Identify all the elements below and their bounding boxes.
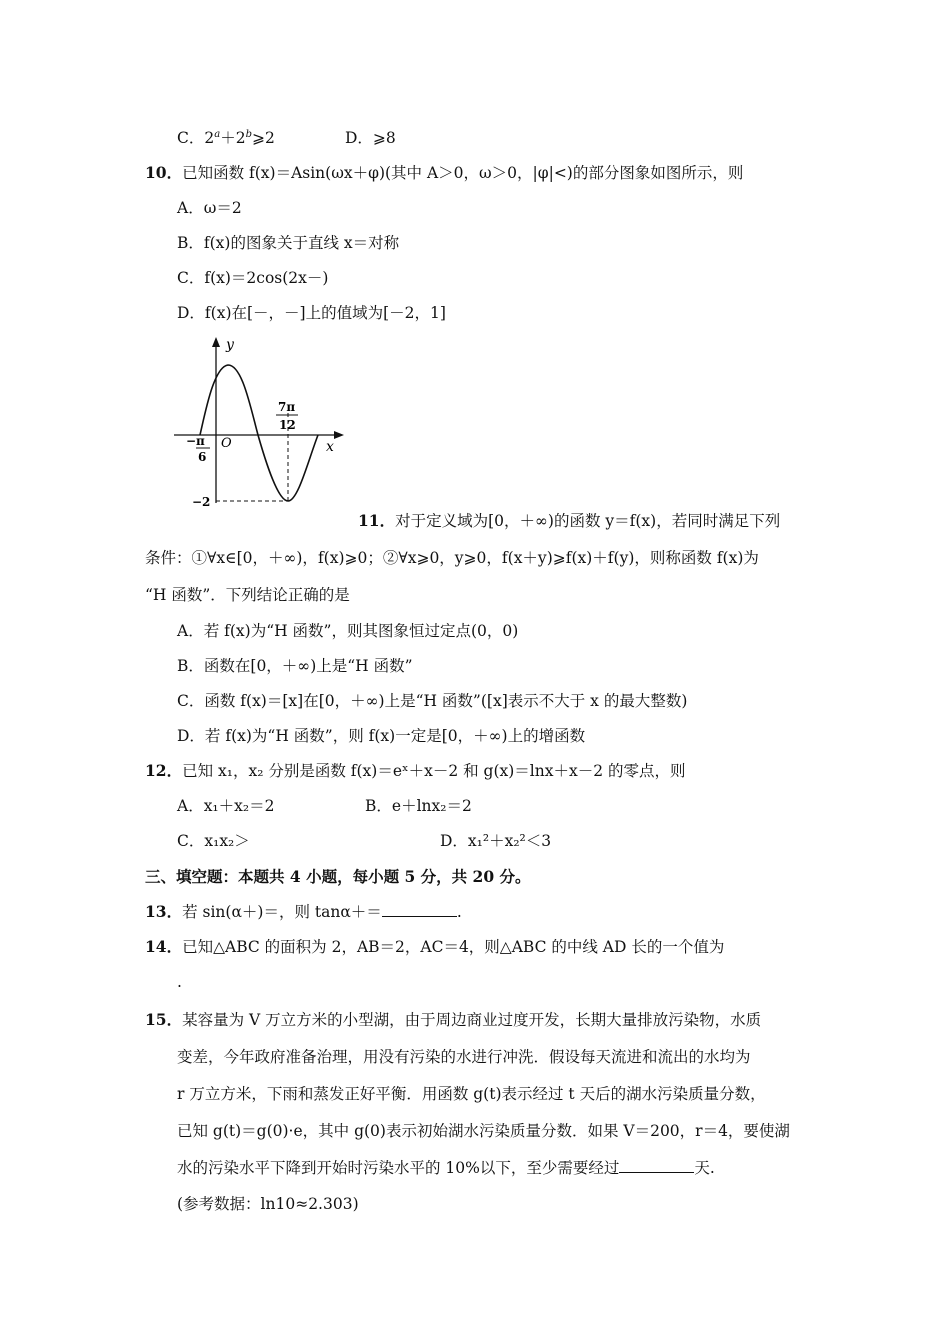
q10-option-a: A．ω＝2 <box>177 199 242 217</box>
min-value-label: −2 <box>192 495 211 509</box>
q10-option-d: D．f(x)在[－，－]上的值域为[－2，1] <box>177 304 446 322</box>
q11-option-b: B．函数在[0，＋∞)上是“H 函数” <box>177 657 413 675</box>
q15-line2: 变差，今年政府准备治理，用没有污染的水进行冲洗．假设每天流进和流出的水均为 <box>177 1048 751 1066</box>
q10-option-b: B．f(x)的图象关于直线 x＝对称 <box>177 234 400 252</box>
q10-option-c: C．f(x)＝2cos(2x－) <box>177 269 329 287</box>
q11-option-c: C．函数 f(x)＝[x]在[0，＋∞)上是“H 函数”([x]表示不大于 x 的最大整数) <box>177 692 688 710</box>
q10-stem: 10．已知函数 f(x)＝Asin(ωx＋φ)(其中 A＞0，ω＞0，|φ|<)的部分图象如图所示，则 <box>145 163 744 182</box>
q13-answer-blank[interactable] <box>382 902 457 917</box>
section-3-heading: 三、填空题：本题共 4 小题，每小题 5 分，共 20 分。 <box>145 867 531 886</box>
seven-pi-numerator: 7π <box>278 400 296 414</box>
sine-graph-figure <box>170 333 350 513</box>
q15-line3: r 万立方米，下雨和蒸发正好平衡．用函数 g(t)表示经过 t 天后的湖水污染质量分数， <box>177 1085 766 1103</box>
q13: 13．若 sin(α＋)＝，则 tanα＋＝ . <box>145 902 462 921</box>
q15-reference-data: (参考数据：ln10≈2.303) <box>177 1195 359 1213</box>
q9-option-d: D．⩾8 <box>345 129 396 147</box>
x-axis-label: x <box>326 439 334 455</box>
q15-answer-blank[interactable] <box>619 1158 694 1173</box>
q9-option-c: C．$2^a+2^b⩾2$ <box>177 128 275 147</box>
sine-curve <box>200 365 318 501</box>
x-axis-arrow <box>334 431 344 439</box>
q12-option-c: C．x₁x₂＞ <box>177 832 250 850</box>
q12-option-b: B．e＋lnx₂＝2 <box>365 797 472 815</box>
q11-stem-line2: 条件：①∀x∈[0，＋∞)，f(x)⩾0；②∀x⩾0，y⩾0，f(x＋y)⩾f(x)＋f(y)，则称函数 f(x)为 <box>145 549 759 567</box>
q11-option-d: D．若 f(x)为“H 函数”，则 f(x)一定是[0，＋∞)上的增函数 <box>177 727 586 745</box>
q14-continuation: . <box>177 973 182 991</box>
q11-stem-line3: “H 函数”．下列结论正确的是 <box>145 586 350 604</box>
q14: 14．已知△ABC 的面积为 2，AB＝2，AC＝4，则△ABC 的中线 AD 长的一个值为 <box>145 937 725 956</box>
q11-stem-line1: 11．对于定义域为[0，＋∞)的函数 y＝f(x)，若同时满足下列 <box>358 511 781 530</box>
y-axis-arrow <box>212 337 220 347</box>
q11-option-a: A．若 f(x)为“H 函数”，则其图象恒过定点(0，0) <box>177 622 519 640</box>
q15-line4: 已知 g(t)＝g(0)·e，其中 g(0)表示初始湖水污染质量分数．如果 V＝200，r＝4，要使湖 <box>177 1122 790 1140</box>
neg-pi-denominator: 6 <box>198 450 207 464</box>
q15-line1: 15．某容量为 V 万立方米的小型湖，由于周边商业过度开发，长期大量排放污染物，水质 <box>145 1010 762 1029</box>
q12-option-d: D．x₁²＋x₂²＜3 <box>440 832 552 850</box>
seven-pi-denominator: 12 <box>279 418 296 432</box>
q12-stem: 12．已知 x₁，x₂ 分别是函数 f(x)＝eˣ＋x－2 和 g(x)＝lnx＋x－2 的零点，则 <box>145 761 686 780</box>
origin-label: O <box>221 436 232 451</box>
y-axis-label: y <box>226 337 234 353</box>
q12-option-a: A．x₁＋x₂＝2 <box>177 797 275 815</box>
q15-line5: 水的污染水平下降到开始时污染水平的 10%以下，至少需要经过 天. <box>177 1159 715 1177</box>
neg-pi-numerator: −π <box>186 434 205 448</box>
